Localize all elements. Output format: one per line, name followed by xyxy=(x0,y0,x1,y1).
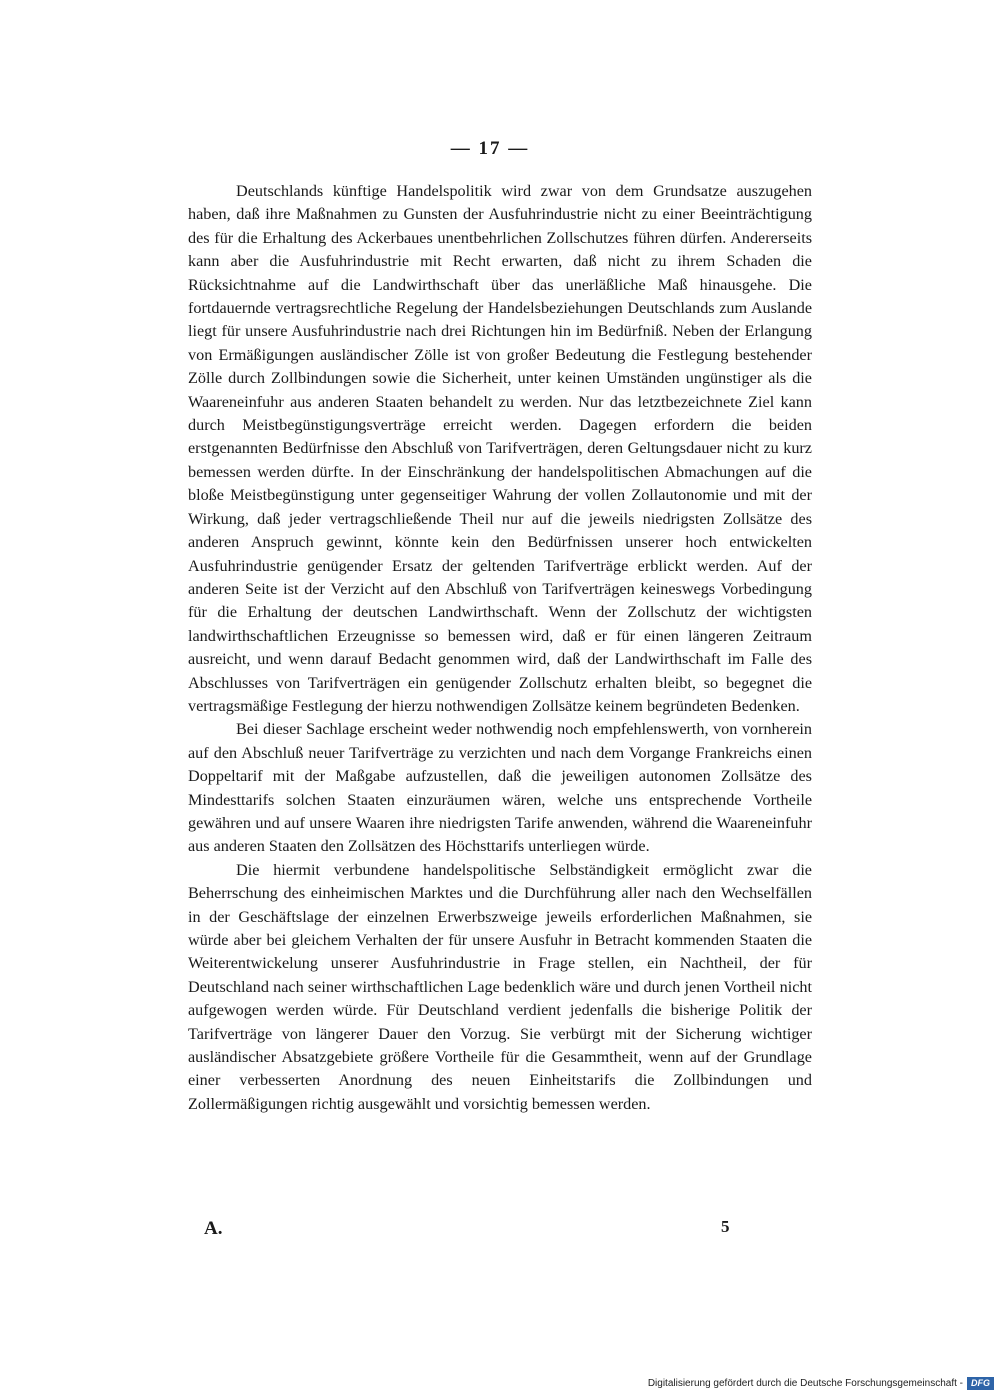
paragraph-2: Bei dieser Sachlage erscheint weder nothwendig noch empfehlenswerth, von vornherein auf den Abschluß neuer Tarifverträge zu verzichten und nach dem Vorgange Frankreichs einen Doppeltarif mit der Maßgabe aufzustellen, daß die jeweiligen autonomen Zollsätze des Mindesttarifs solchen Staaten einzuräumen wären, welche uns entsprechende Vortheile gewähren und auf unsere Waaren ihre niedrigsten Tarife anwenden, während die Waareneinfuhr aus anderen Staaten den Zollsätzen des Höchsttarifs unterliegen würde. xyxy=(188,720,812,856)
body-text xyxy=(188,180,812,1116)
paragraph-3: Die hiermit verbundene handelspolitische Selbständigkeit ermöglicht zwar die Beherrschung des einheimischen Marktes und die Durchführung aller nach den Wechselfällen in der Geschäftslage der einzelnen Erwerbszweige jeweils erforderlichen Maßnahmen, sie würde aber bei gleichem Verhalten der für unsere Ausfuhr in Betracht kommenden Staaten die Weiterentwickelung unserer Ausfuhrindustrie in Frage stellen, ein Nachtheil, der für Deutschland nach seiner wirthschaftlichen Lage bedenklich wäre und durch jenen Vortheil nicht aufgewogen werden würde. Für Deutschland verdient jedenfalls die bisherige Politik der Tarifverträge von längerer Dauer den Vorzug. Sie verbürgt mit der Sicherung wichtiger ausländischer Absatzgebiete größere Vortheile für die Gesammtheit, wenn auf der Grundlage einer verbesserten Anordnung des neuen Einheitstarifs die Zollbindungen und Zollermäßigungen richtig ausgewählt und vorsichtig bemessen werden. xyxy=(188,860,812,1113)
footer-credit-text: Digitalisierung gefördert durch die Deutsche Forschungsgemeinschaft - xyxy=(647,1378,963,1389)
digitization-footer xyxy=(648,1377,994,1390)
page-number: — 17 — xyxy=(450,138,530,159)
dfg-logo-icon: DFG xyxy=(967,1377,994,1390)
printer-signature-number: 5 xyxy=(721,1217,730,1236)
printer-signature-mark: A. xyxy=(204,1218,223,1239)
paragraph-1: Deutschlands künftige Handelspolitik wird zwar von dem Grundsatze auszugehen haben, daß ihre Maßnahmen zu Gunsten der Ausfuhrindustrie nicht zu einer Beeinträchtigung des für die Erhaltung des Ackerbaues unentbehrlichen Zollschutzes führen dürfen. Andererseits kann aber die Ausfuhrindustrie mit Recht erwarten, daß nicht zu ihrem Schaden die Rücksichtnahme auf die Landwirthschaft über das unerläßliche Maß hinausgehe. Die fortdauernde vertragsrechtliche Regelung der Handelsbeziehungen Deutschlands zum Auslande liegt für unsere Ausfuhrindustrie nach drei Richtungen hin im Bedürfniß. Neben der Erlangung von Ermäßigungen ausländischer Zölle ist von großer Bedeutung die Festlegung bestehender Zölle durch Zollbindungen sowie die Sicherheit, unter keinen Umständen ungünstiger als die Waareneinfuhr aus anderen Staaten behandelt zu werden. Nur das letztbezeichnete Ziel kann durch Meistbegünstigungsverträge erreicht werden. Dagegen erfordern die beiden erstgenannten Bedürfnisse den Abschluß von Tarifverträgen, deren Geltungsdauer nicht zu kurz bemessen werden dürfte. In der Einschränkung der handelspolitischen Abmachungen auf die bloße Meistbegünstigung unter gegenseitiger Wahrung der vollen Zollautonomie und mit der Wirkung, daß jeder vertragschließende Theil nur auf die jeweils niedrigsten Zollsätze des anderen Anspruch gewinnt, könnte kein den Bedürfnissen unserer hoch entwickelten Ausfuhrindustrie genügender Ersatz der geltenden Tarifverträge erblickt werden. Auf der anderen Seite ist der Verzicht auf den Abschluß von Tarifverträgen keineswegs Vorbedingung für die Erhaltung der deutschen Landwirthschaft. Wenn der Zollschutz der wichtigsten landwirthschaftlichen Erzeugnisse so bemessen wird, daß er für einen längeren Zeitraum ausreicht, und wenn darauf Bedacht genommen wird, daß der Landwirthschaft im Falle des Abschlusses von Tarifverträgen ein genügender Zollschutz erhalten bleibt, so begegnet die vertragsmäßige Festlegung der hierzu nothwendigen Zollsätze keinem begründeten Bedenken. xyxy=(188,182,812,715)
